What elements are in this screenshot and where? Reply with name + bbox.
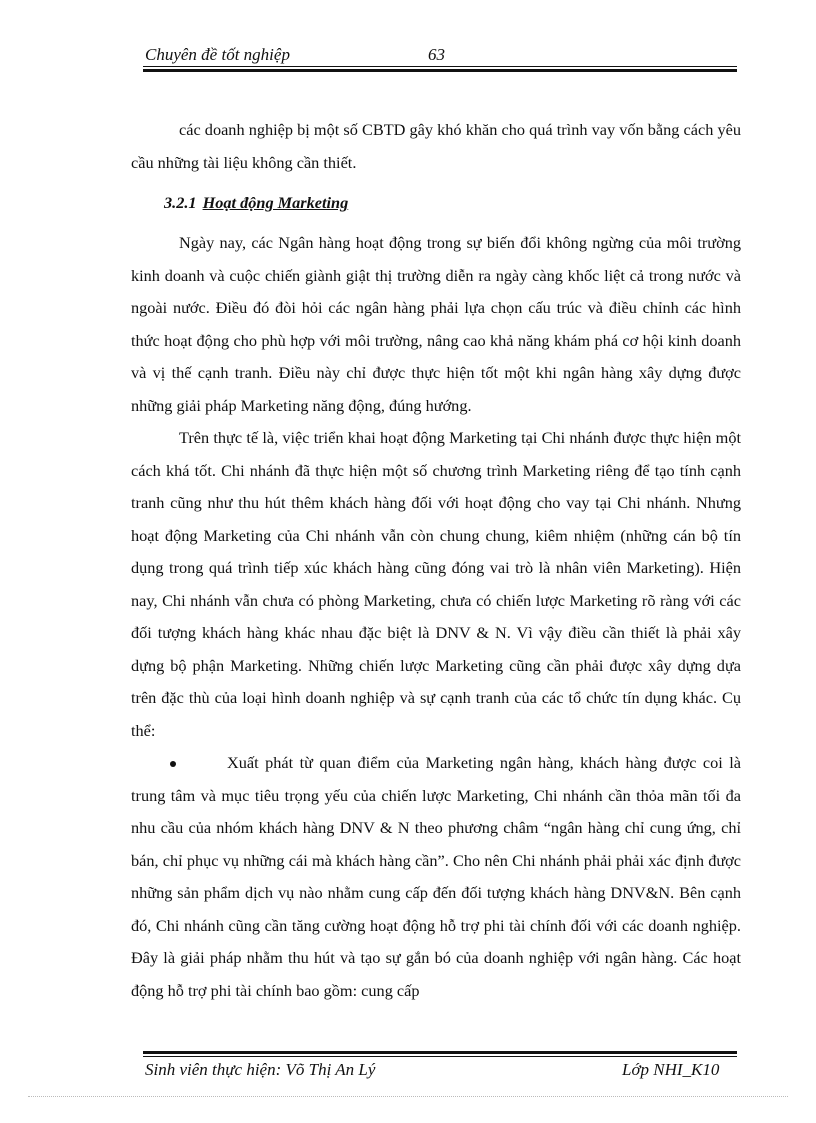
class-code: Lớp NHI_K10 [622,1060,720,1079]
page-content [131,114,741,1007]
bullet-text: Xuất phát từ quan điểm của Marketing ngân hàng, khách hàng được coi là trung tâm và mục tiêu trọng yếu của chiến lược Marketing, Chi nhánh cần thỏa mãn tối đa nhu cầu của nhóm khách hàng DNV & N theo phương châm “ngân hàng chỉ cung ứng, chỉ bán, chỉ phục vụ những cái mà khách hàng cần”. Cho nên Chi nhánh phải phải xác định được những sản phẩm dịch vụ nào nhằm cung cấp đến đối tượng khách hàng DNV&N. Bên cạnh đó, Chi nhánh cũng cần tăng cường hoạt động hỗ trợ phi tài chính đối với các doanh nghiệp. Đây là giải pháp nhằm thu hút và tạo sự gắn bó của doanh nghiệp với ngân hàng. Các hoạt động hỗ trợ phi tài chính bao gồm: cung cấp [131,753,741,1000]
bullet-item [131,747,741,1007]
page-edge-divider [28,1096,788,1097]
document-title: Chuyên đề tốt nghiệp [145,45,290,64]
intro-paragraph: các doanh nghiệp bị một số CBTD gây khó khăn cho quá trình vay vốn bằng cách yêu cầu những tài liệu không cần thiết. [131,120,741,172]
bullet-dot-icon [170,761,176,767]
section-heading [164,187,741,227]
bullet-list [131,747,741,1007]
header-rule-thin [143,66,737,67]
header-rule-thick [143,69,737,72]
footer-rule-thick [143,1051,737,1054]
student-name: Sinh viên thực hiện: Võ Thị An Lý [145,1060,376,1079]
section-number: 3.2.1 [164,193,197,212]
page-number: 63 [428,45,445,64]
body-paragraph: Trên thực tế là, việc triển khai hoạt động Marketing tại Chi nhánh được thực hiện một cách khá tốt. Chi nhánh đã thực hiện một số chương trình Marketing riêng để tạo tính cạnh tranh cũng như thu hút thêm khách hàng đối với hoạt động cho vay tại Chi nhánh. Nhưng hoạt động Marketing của Chi nhánh vẫn còn chung chung, kiêm nhiệm (những cán bộ tín dụng trong quá trình tiếp xúc khách hàng cũng đóng vai trò là nhân viên Marketing). Hiện nay, Chi nhánh vẫn chưa có phòng Marketing, chưa có chiến lược Marketing rõ ràng với các đối tượng khách hàng khác nhau đặc biệt là DNV & N. Vì vậy điều cần thiết là phải xây dựng bộ phận Marketing. Những chiến lược Marketing cũng cần phải được xây dựng dựa trên đặc thù của loại hình doanh nghiệp và sự cạnh tranh của các tổ chức tín dụng khác. Cụ thể: [131,428,741,740]
section-title: Hoạt động Marketing [202,193,349,212]
body-paragraph: Ngày nay, các Ngân hàng hoạt động trong sự biến đổi không ngừng của môi trường kinh doanh và cuộc chiến giành giật thị trường diễn ra ngày càng khốc liệt cả trong nước và ngoài nước. Điều đó đòi hỏi các ngân hàng phải lựa chọn cấu trúc và điều chỉnh các hình thức hoạt động cho phù hợp với môi trường, nâng cao khả năng khám phá cơ hội kinh doanh và vị thế cạnh tranh. Điều này chỉ được thực hiện tốt một khi ngân hàng xây dựng được những giải pháp Marketing năng động, đúng hướng. [131,233,741,415]
footer-rule-thin [143,1056,737,1057]
